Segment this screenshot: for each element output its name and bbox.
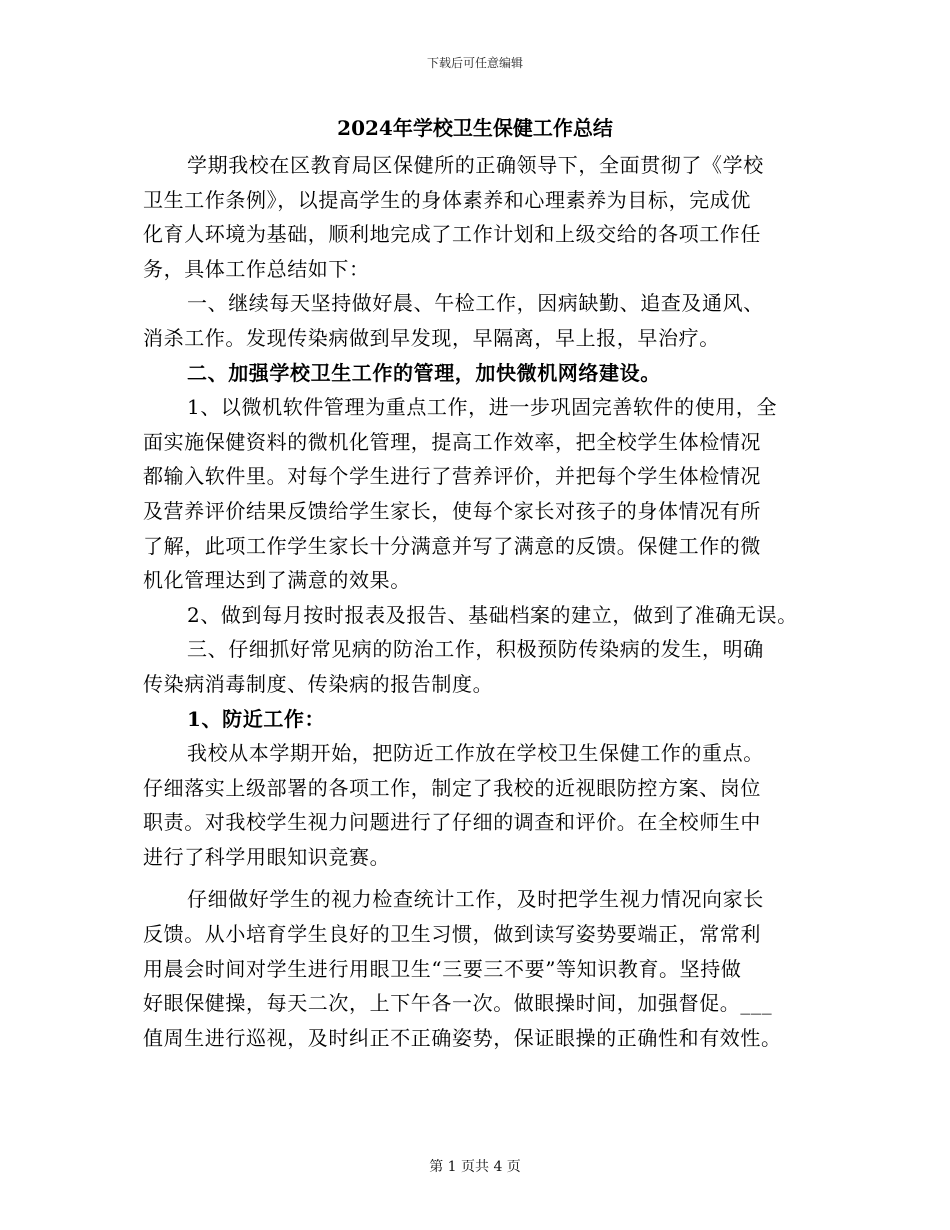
paragraph-line: 好眼保健操，每天二次，上下午各一次。做眼操时间，加强督促。___ bbox=[143, 991, 773, 1016]
paragraph-line: 化育人环境为基础，顺利地完成了工作计划和上级交给的各项工作任 bbox=[143, 222, 761, 247]
paragraph-line: 学期我校在区教育局区保健所的正确领导下，全面贯彻了《学校 bbox=[187, 153, 764, 177]
paragraph-line: 值周生进行巡视，及时纠正不正确姿势，保证眼操的正确性和有效性。 bbox=[143, 1025, 782, 1050]
section-heading-line: 二、加强学校卫生工作的管理，加快微机网络建设。 bbox=[187, 360, 661, 385]
paragraph-line: 职责。对我校学生视力问题进行了仔细的调查和评价。在全校师生中 bbox=[143, 810, 761, 835]
paragraph-line: 仔细做好学生的视力检查统计工作，及时把学生视力情况向家长 bbox=[187, 887, 764, 912]
paragraph-line: 反馈。从小培育学生良好的卫生习惯，做到读写姿势要端正，常常利 bbox=[143, 922, 761, 947]
paragraph-line: 2、做到每月按时报表及报告、基础档案的建立，做到了准确无误。 bbox=[187, 602, 798, 627]
paragraph-line: 面实施保健资料的微机化管理，提高工作效率，把全校学生体检情况 bbox=[143, 429, 761, 454]
paragraph-line: 及营养评价结果反馈给学生家长，使每个家长对孩子的身体情况有所 bbox=[143, 498, 761, 523]
paragraph-gap bbox=[143, 874, 808, 882]
document-title: 2024年学校卫生保健工作总结 bbox=[337, 116, 613, 140]
page-footer: 第 1 页共 4 页 bbox=[429, 1159, 521, 1175]
header-note: 下载后可任意编辑 bbox=[426, 56, 523, 70]
paragraph-line: 都输入软件里。对每个学生进行了营养评价，并把每个学生体检情况 bbox=[143, 464, 761, 489]
paragraph-line: 机化管理达到了满意的效果。 bbox=[143, 568, 411, 593]
paragraph-line: 传染病消毒制度、传染病的报告制度。 bbox=[143, 671, 494, 696]
paragraph-line: 一、继续每天坚持做好晨、午检工作，因病缺勤、追查及通风、 bbox=[187, 291, 764, 316]
paragraph-line: 仔细落实上级部署的各项工作，制定了我校的近视眼防控方案、岗位 bbox=[143, 775, 761, 800]
document-body bbox=[143, 148, 808, 1055]
paragraph-line: 1、以微机软件管理为重点工作，进一步巩固完善软件的使用，全 bbox=[187, 395, 778, 420]
paragraph-line: 进行了科学用眼知识竞赛。 bbox=[143, 844, 391, 869]
paragraph-line: 三、仔细抓好常见病的防治工作，积极预防传染病的发生，明确 bbox=[187, 637, 764, 662]
paragraph-line: 用晨会时间对学生进行用眼卫生“三要三不要”等知识教育。坚持做 bbox=[143, 956, 742, 981]
paragraph-line: 了解，此项工作学生家长十分满意并写了满意的反馈。保健工作的微 bbox=[143, 533, 761, 558]
paragraph-line: 务，具体工作总结如下： bbox=[143, 256, 370, 281]
paragraph-line: 卫生工作条例》，以提高学生的身体素养和心理素养为目标，完成优 bbox=[143, 187, 751, 212]
paragraph-line: 消杀工作。发现传染病做到早发现，早隔离，早上报，早治疗。 bbox=[143, 325, 720, 350]
paragraph-line: 我校从本学期开始，把防近工作放在学校卫生保健工作的重点。 bbox=[187, 741, 764, 766]
section-heading-line: 1、防近工作： bbox=[187, 706, 326, 731]
